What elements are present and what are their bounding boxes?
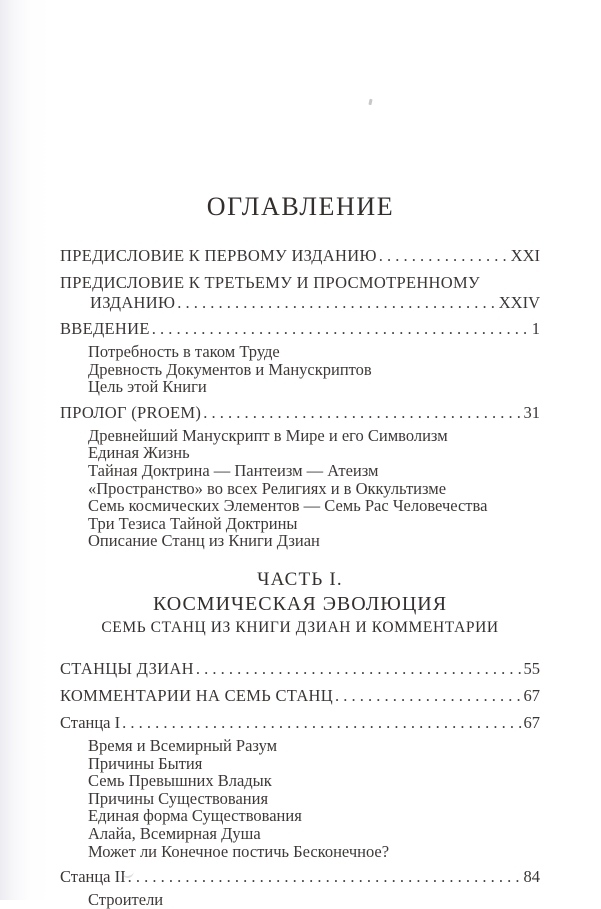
toc-subentry-label: Семь космических Элементов — Семь Рас Человечества [88, 496, 488, 516]
toc-subentry-label: Алайа, Всемирная Душа [88, 823, 261, 843]
toc-subentry-label: «Пространство» во всех Религиях и в Оккультизме [88, 478, 447, 498]
toc-subentry [88, 843, 540, 861]
toc-entry [60, 686, 540, 706]
part-subtitle-line: СЕМЬ СТАНЦ ИЗ КНИГИ ДЗИАН И КОММЕНТАРИИ [101, 618, 499, 636]
toc-entry-label: ПРЕДИСЛОВИЕ К ПЕРВОМУ ИЗДАНИЮ [60, 246, 377, 265]
dot-leader [194, 659, 524, 679]
toc-subentry-label: Строители [88, 890, 164, 909]
dot-leader [120, 713, 523, 733]
toc-subentry-label: Единая Жизнь [88, 443, 190, 463]
toc-subentry-label: Может ли Конечное постичь Бесконечное? [88, 841, 390, 861]
toc-entry-label: ПРЕДИСЛОВИЕ К ТРЕТЬЕМУ И ПРОСМОТРЕННОМУ [60, 273, 480, 292]
part-title-line: КОСМИЧЕСКАЯ ЭВОЛЮЦИЯ [152, 592, 448, 615]
toc-subentry-label: Описание Станц из Книги Дзиан [88, 531, 320, 551]
toc-entry [60, 713, 540, 733]
toc-subentry [88, 807, 540, 825]
toc-subentry [88, 361, 540, 379]
toc-subentry [88, 480, 540, 498]
toc-subentry [88, 532, 540, 550]
toc-entry [90, 293, 540, 312]
toc-subentry [88, 772, 540, 790]
dot-leader [377, 246, 511, 266]
toc-subentry-label: Цель этой Книги [88, 377, 207, 397]
toc-entry [60, 867, 540, 887]
toc-entry [60, 246, 540, 266]
scan-artifact-speck [368, 99, 372, 105]
toc-entry-page: 31 [523, 402, 540, 422]
toc-subentry [88, 737, 540, 755]
dot-leader [201, 403, 523, 423]
toc-entry-page: 1 [531, 319, 540, 338]
toc-subentry [88, 462, 540, 480]
toc-subentry [88, 427, 540, 445]
toc-subentry-label: Время и Всемирный Разум [88, 735, 278, 755]
toc-subentry-label: Потребность в таком Труде [88, 342, 280, 361]
toc-entry-label: Станца I [60, 712, 121, 732]
toc-subentry-label: Три Тезиса Тайной Доктрины [88, 513, 298, 533]
dot-leader [150, 319, 532, 339]
toc-subentry [88, 755, 540, 773]
part-heading [60, 568, 540, 639]
toc-entry [60, 319, 540, 339]
toc-subentry-label: Древность Документов и Манускриптов [88, 359, 372, 379]
toc-entry-label: ПРОЛОГ (PROEM) [60, 402, 202, 422]
toc-subentry [88, 343, 540, 361]
toc-entry-label: СТАНЦЫ ДЗИАН [60, 658, 194, 678]
toc-entry-page: 67 [523, 685, 540, 705]
toc-entry-label: ВВЕДЕНИЕ [60, 319, 150, 338]
page-edge-shadow [0, 0, 50, 900]
dot-leader [333, 686, 524, 706]
toc-subentry-label: Единая форма Существования [88, 806, 302, 826]
toc-entry-page: XXI [510, 246, 540, 265]
toc-entry-label: Станца II [60, 867, 126, 887]
part-number-line: ЧАСТЬ I. [257, 568, 343, 590]
toc-entry-label: КОММЕНТАРИИ НА СЕМЬ СТАНЦ [60, 685, 333, 705]
toc-subentry [88, 790, 540, 808]
toc-entry-page: 67 [523, 712, 540, 732]
toc-subentry [88, 825, 540, 843]
toc-subentry [88, 378, 540, 396]
toc-subentry-label: Причины Бытия [88, 753, 203, 773]
toc-entry-label-continued: ИЗДАНИЮ [90, 293, 176, 312]
toc-subentry-label: Древнейший Манускрипт в Мире и его Символизм [88, 425, 448, 445]
toc-entry-page: 84 [523, 867, 540, 887]
toc-subentry-label: Причины Существования [88, 788, 269, 808]
toc-entry-page: XXIV [498, 293, 540, 312]
toc-entry-page: 55 [523, 658, 540, 678]
toc-subentry [88, 515, 540, 533]
toc-entry [60, 659, 540, 679]
toc-entry [60, 403, 540, 423]
toc-subentry-label: Тайная Доктрина — Пантеизм — Атеизм [88, 460, 379, 480]
dot-leader [175, 293, 499, 312]
toc-subentry-label: Семь Превышних Владык [88, 771, 272, 791]
toc-subentry [88, 497, 540, 515]
toc-subentry [88, 444, 540, 462]
dot-leader [126, 867, 524, 887]
table-of-contents [60, 246, 540, 909]
contents-title: ОГЛАВЛЕНИЕ [206, 192, 395, 221]
